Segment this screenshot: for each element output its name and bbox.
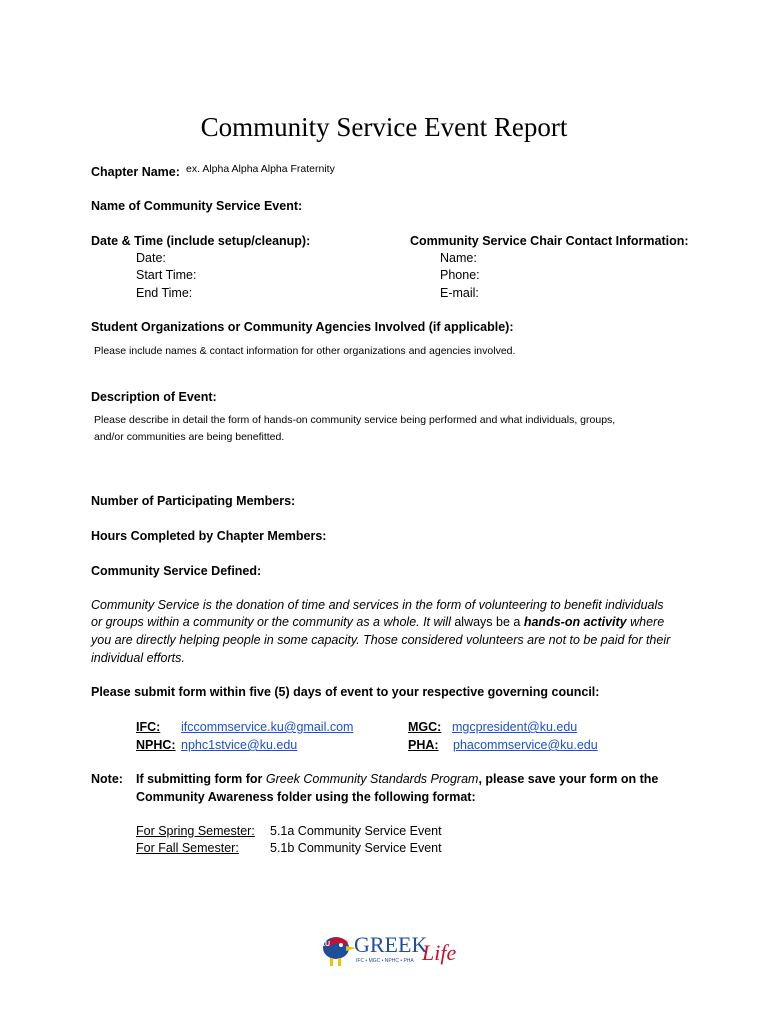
spring-format-value: 5.1a Community Service Event xyxy=(270,824,442,838)
nphc-email-link[interactable]: nphc1stvice@ku.edu xyxy=(181,738,298,752)
note-line1-b: Greek Community Standards Program xyxy=(265,772,479,786)
note-line1-a: If submitting form for xyxy=(136,772,266,786)
orgs-heading: Student Organizations or Community Agencies Involved (if applicable): xyxy=(91,320,514,334)
hours-label: Hours Completed by Chapter Members: xyxy=(91,529,327,543)
logo-tagline: IFC • MGC • NPHC • PHA xyxy=(356,958,414,964)
contact-email-label: E-mail: xyxy=(440,286,479,300)
submit-label: Please submit form within five (5) days of event to your respective governing council: xyxy=(91,685,600,699)
defined-line4: individual efforts. xyxy=(91,651,185,665)
end-time-label: End Time: xyxy=(136,286,193,300)
orgs-hint[interactable]: Please include names & contact information for other organizations and agencies involved. xyxy=(94,345,516,357)
defined-line2 xyxy=(91,615,664,629)
mgc-label: MGC: xyxy=(408,720,442,734)
defined-line2-e: where xyxy=(626,615,665,629)
contact-name-label: Name: xyxy=(440,251,477,265)
defined-line3: you are directly helping people in some capacity. Those considered volunteers are not to be paid for their xyxy=(91,633,671,647)
contact-phone-label: Phone: xyxy=(440,268,480,282)
note-line2: Community Awareness folder using the following format: xyxy=(136,790,476,804)
mgc-email-link[interactable]: mgcpresident@ku.edu xyxy=(452,720,578,734)
chapter-name-label: Chapter Name: xyxy=(91,165,180,179)
description-hint-line2[interactable]: and/or communities are being benefitted. xyxy=(94,431,285,443)
pha-email-link[interactable]: phacommservice@ku.edu xyxy=(453,738,598,752)
logo-ku-text: KU xyxy=(320,941,331,948)
note-label: Note: xyxy=(91,772,123,786)
start-time-label: Start Time: xyxy=(136,268,197,282)
description-hint-line1[interactable]: Please describe in detail the form of hands-on community service being performed and what individuals, groups, xyxy=(94,414,616,426)
note-line1-c: , please save your form on the xyxy=(478,772,659,786)
page-title: Community Service Event Report xyxy=(200,112,568,142)
logo-greek-text: GREEK xyxy=(354,932,428,957)
chapter-name-field[interactable]: ex. Alpha Alpha Alpha Fraternity xyxy=(186,163,335,175)
defined-line1: Community Service is the donation of time and services in the form of volunteering to benefit individuals xyxy=(91,598,664,612)
datetime-heading: Date & Time (include setup/cleanup): xyxy=(91,234,311,248)
description-heading: Description of Event: xyxy=(91,390,217,404)
defined-heading: Community Service Defined: xyxy=(91,564,262,578)
defined-line2-c: be a xyxy=(492,615,524,629)
participants-label: Number of Participating Members: xyxy=(91,494,296,508)
nphc-label: NPHC: xyxy=(136,738,176,752)
fall-format-label: For Fall Semester: xyxy=(136,841,239,855)
note-line1 xyxy=(136,772,658,786)
ifc-email-link[interactable]: ifccommservice.ku@gmail.com xyxy=(181,720,354,734)
pha-label: PHA: xyxy=(408,738,439,752)
spring-format-label: For Spring Semester: xyxy=(136,824,255,838)
defined-line2-a: or groups within a community or the community as a whole. It will xyxy=(91,615,455,629)
defined-line2-d: hands-on activity xyxy=(523,615,627,629)
logo-life-text: Life xyxy=(422,940,457,965)
event-name-label: Name of Community Service Event: xyxy=(91,199,303,213)
date-label: Date: xyxy=(136,251,166,265)
fall-format-value: 5.1b Community Service Event xyxy=(270,841,442,855)
ifc-label: IFC: xyxy=(136,720,161,734)
greek-life-logo xyxy=(318,924,458,978)
defined-line2-b: always xyxy=(454,615,493,629)
contact-heading: Community Service Chair Contact Information: xyxy=(410,234,689,248)
